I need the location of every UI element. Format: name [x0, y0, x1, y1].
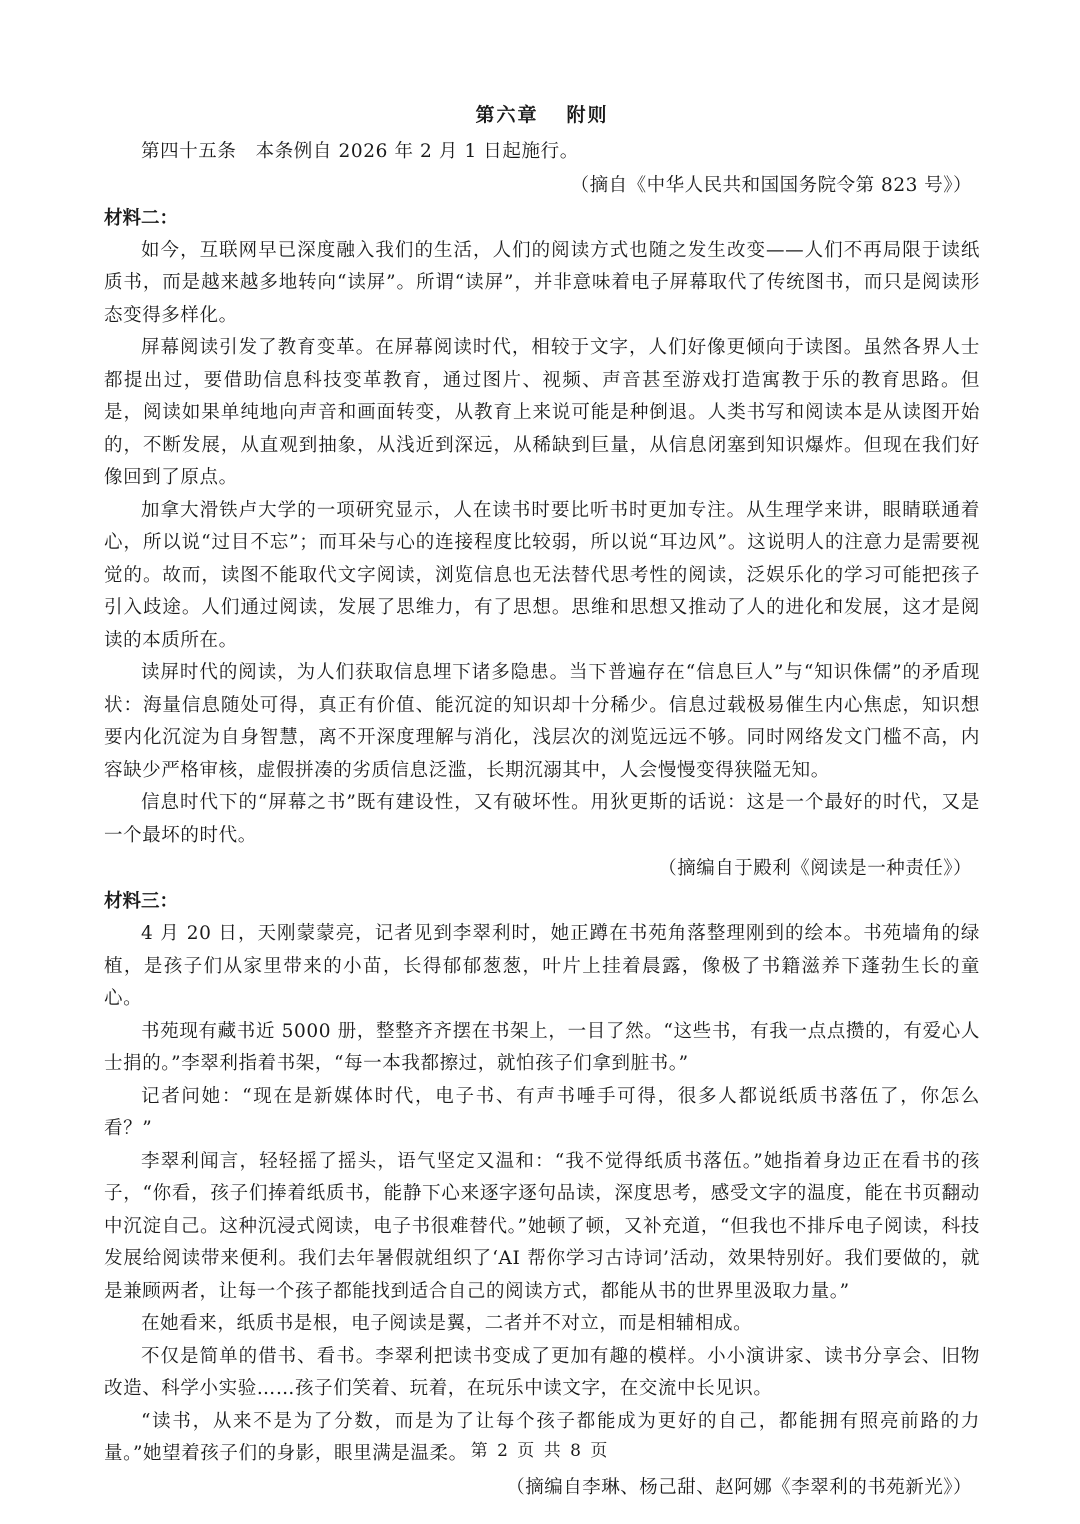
material-2-paragraph: 如今，互联网早已深度融入我们的生活，人们的阅读方式也随之发生改变——人们不再局限于读纸质书，而是越来越多地转向“读屏”。所谓“读屏”，并非意味着电子屏幕取代了传统图书，而只是阅读形态变得多样化。: [104, 239, 980, 326]
material-3-paragraph: 李翠利闻言，轻轻摇了摇头，语气坚定又温和：“我不觉得纸质书落伍。”她指着身边正在看书的孩子，“你看，孩子们捧着纸质书，能静下心来逐字逐句品读，深度思考，感受文字的温度，能在书页翻动中沉淀自己。这种沉浸式阅读，电子书很难替代。”她顿了顿，又补充道，“但我也不排斥电子阅读，科技发展给阅读带来便利。我们去年暑假就组织了‘AI 帮你学习古诗词’活动，效果特别好。我们要做的，就是兼顾两者，让每一个孩子都能找到适合自己的阅读方式，都能从书的世界里汲取力量。”: [104, 1150, 980, 1302]
material-3-paragraph: 书苑现有藏书近 5000 册，整整齐齐摆在书架上，一目了然。“这些书，有我一点点攒的，有爱心人士捐的。”李翠利指着书架，“每一本我都擦过，就怕孩子们拿到脏书。”: [104, 1020, 980, 1074]
material-3-paragraph: 4 月 20 日，天刚蒙蒙亮，记者见到李翠利时，她正蹲在书苑角落整理刚到的绘本。书苑墙角的绿植，是孩子们从家里带来的小苗，长得郁郁葱葱，叶片上挂着晨露，像极了书籍滋养下蓬勃生长的童心。: [104, 923, 980, 1009]
material-2-paragraph: 屏幕阅读引发了教育变革。在屏幕阅读时代，相较于文字，人们好像更倾向于读图。虽然各界人士都提出过，要借助信息科技变革教育，通过图片、视频、声音甚至游戏打造寓教于乐的教育思路。但是，阅读如果单纯地向声音和画面转变，从教育上来说可能是种倒退。人类书写和阅读本是从读图开始的，不断发展，从直观到抽象，从浅近到深远，从稀缺到巨量，从信息闭塞到知识爆炸。但现在我们好像回到了原点。: [104, 337, 980, 488]
material-3-paragraph: 在她看来，纸质书是根，电子阅读是翼，二者并不对立，而是相辅相成。: [141, 1313, 753, 1334]
source-citation-3: （摘编自李琳、杨己甜、赵阿娜《李翠利的书苑新光》）: [506, 1476, 972, 1498]
article-45: 第四十五条 本条例自 2026 年 2 月 1 日起施行。: [141, 141, 579, 162]
material-3-paragraph: 不仅是简单的借书、看书。李翠利把读书变成了更加有趣的模样。小小演讲家、读书分享会、旧物改造、科学小实验……孩子们笑着、玩着，在玩乐中读文字，在交流中长见识。: [104, 1345, 980, 1399]
material-2-paragraph: 加拿大滑铁卢大学的一项研究显示，人在读书时要比听书时更加专注。从生理学来讲，眼睛联通着心，所以说“过目不忘”；而耳朵与心的连接程度比较弱，所以说“耳边风”。这说明人的注意力是需要视觉的。故而，读图不能取代文字阅读，浏览信息也无法替代思考性的阅读，泛娱乐化的学习可能把孩子引入歧途。人们通过阅读，发展了思维力，有了思想。思维和思想又推动了人的进化和发展，这才是阅读的本质所在。: [104, 499, 980, 651]
chapter-name: 附则: [566, 104, 609, 126]
exam-page: [104, 100, 980, 1505]
material-2-paragraph: 读屏时代的阅读，为人们获取信息埋下诸多隐患。当下普遍存在“信息巨人”与“知识侏儒”的矛盾现状：海量信息随处可得，真正有价值、能沉淀的知识却十分稀少。信息过载极易催生内心焦虑，知识想要内化沉淀为自身智慧，离不开深度理解与消化，浅层次的浏览远远不够。同时网络发文门槛不高，内容缺少严格审核，虚假拼凑的劣质信息泛滥，长期沉溺其中，人会慢慢变得狭隘无知。: [104, 662, 980, 781]
chapter-number: 第六章: [475, 104, 539, 126]
material-3-label: 材料三：: [104, 891, 179, 912]
material-2-paragraph: 信息时代下的“屏幕之书”既有建设性，又有破坏性。用狄更斯的话说：这是一个最好的时代，又是一个最坏的时代。: [104, 792, 980, 846]
page-footer: 第 2 页 共 8 页: [470, 1441, 610, 1461]
material-3-paragraph: “读书，从来不是为了分数，而是为了让每个孩子都能成为更好的自己，都能拥有照亮前路的力量。”她望着孩子们的身影，眼里满是温柔。: [104, 1410, 980, 1464]
material-3-paragraph: 记者问她：“现在是新媒体时代，电子书、有声书唾手可得，很多人都说纸质书落伍了，你怎么看？”: [104, 1085, 980, 1139]
source-citation-2: （摘编自于殿利《阅读是一种责任》）: [658, 858, 972, 879]
source-citation-1: （摘自《中华人民共和国国务院令第 823 号》）: [570, 174, 972, 196]
chapter-title: [104, 100, 980, 130]
material-2-label: 材料二：: [104, 207, 179, 229]
